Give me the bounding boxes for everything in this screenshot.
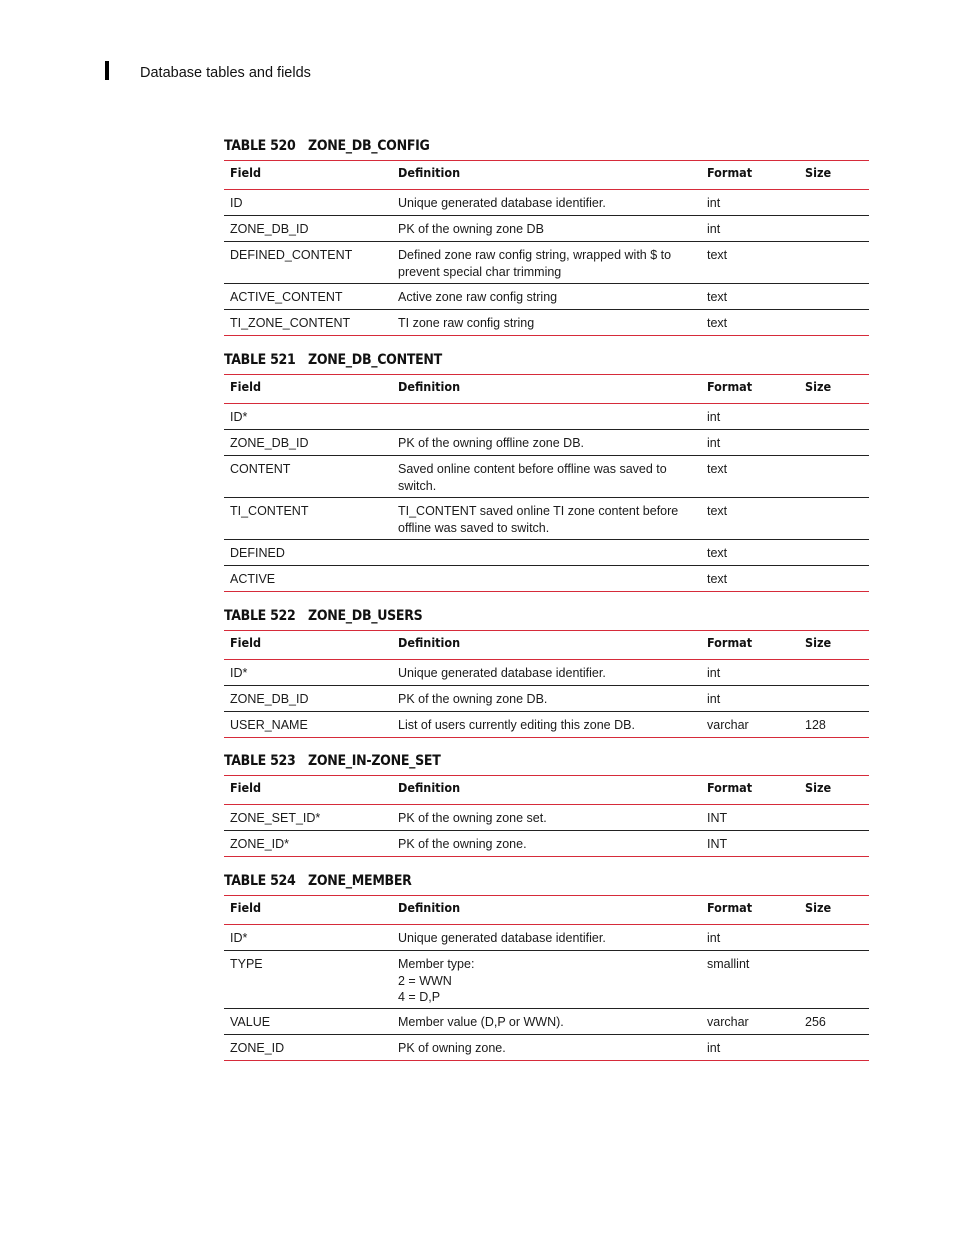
table-zone-db-users	[224, 608, 869, 738]
cell-field: DEFINED_CONTENT	[230, 248, 353, 262]
cell-definition: TI zone raw config string	[398, 316, 535, 330]
table-row	[224, 284, 869, 310]
table-row	[224, 805, 869, 831]
cell-format: int	[707, 692, 721, 706]
cell-size: 256	[805, 1015, 826, 1029]
table-name: ZONE_DB_CONFIG	[308, 138, 430, 154]
cell-field: ID	[230, 196, 243, 210]
header-format: Format	[707, 780, 753, 795]
table-row	[224, 310, 869, 336]
header-definition: Definition	[398, 900, 461, 915]
cell-definition: PK of the owning zone set.	[398, 811, 547, 825]
header-field: Field	[230, 780, 262, 795]
cell-format: int	[707, 410, 721, 424]
table-row	[224, 660, 869, 686]
table-zone-in-zone-set	[224, 753, 869, 857]
table-row	[224, 498, 869, 540]
table-name: ZONE_IN-ZONE_SET	[308, 753, 441, 769]
table-row	[224, 1009, 869, 1035]
header-definition: Definition	[398, 379, 461, 394]
table-row	[224, 831, 869, 857]
cell-format: int	[707, 931, 721, 945]
cell-field: VALUE	[230, 1015, 271, 1029]
header-format: Format	[707, 165, 753, 180]
cell-definition: TI_CONTENT saved online TI zone content before offline was saved to switch.	[398, 504, 679, 535]
header-size: Size	[805, 900, 832, 915]
cell-format: text	[707, 546, 728, 560]
cell-field: ZONE_SET_ID*	[230, 811, 321, 825]
cell-definition: Unique generated database identifier.	[398, 666, 606, 680]
cell-definition: PK of the owning zone.	[398, 837, 527, 851]
header-definition: Definition	[398, 635, 461, 650]
table-header-row	[224, 895, 869, 925]
cell-definition: Unique generated database identifier.	[398, 931, 606, 945]
cell-definition: Member value (D,P or WWN).	[398, 1015, 564, 1029]
table-zone-db-content	[224, 352, 869, 592]
cell-field: CONTENT	[230, 462, 291, 476]
table-row	[224, 216, 869, 242]
margin-change-bar	[105, 61, 109, 80]
header-size: Size	[805, 379, 832, 394]
cell-field: ACTIVE	[230, 572, 276, 586]
cell-definition: List of users currently editing this zone DB.	[398, 718, 635, 732]
header-size: Size	[805, 780, 832, 795]
table-zone-db-config	[224, 138, 869, 336]
table-number: TABLE 523	[224, 753, 296, 769]
cell-format: varchar	[707, 718, 749, 732]
cell-definition: PK of the owning offline zone DB.	[398, 436, 584, 450]
cell-definition: Defined zone raw config string, wrapped with $ to prevent special char trimming	[398, 248, 672, 279]
cell-field: ZONE_DB_ID	[230, 222, 309, 236]
cell-field: ZONE_ID*	[230, 837, 290, 851]
cell-field: ID*	[230, 666, 248, 680]
table-zone-member	[224, 873, 869, 1061]
cell-format: text	[707, 462, 728, 476]
header-size: Size	[805, 635, 832, 650]
table-row	[224, 430, 869, 456]
cell-field: TYPE	[230, 957, 263, 971]
cell-format: INT	[707, 811, 728, 825]
table-row	[224, 686, 869, 712]
table-number: TABLE 524	[224, 873, 296, 889]
cell-format: smallint	[707, 957, 750, 971]
table-row	[224, 456, 869, 498]
cell-field: ZONE_DB_ID	[230, 692, 309, 706]
cell-format: int	[707, 666, 721, 680]
running-header: Database tables and fields	[140, 65, 311, 81]
cell-definition: PK of the owning zone DB.	[398, 692, 548, 706]
cell-field: TI_CONTENT	[230, 504, 309, 518]
cell-format: int	[707, 436, 721, 450]
header-definition: Definition	[398, 780, 461, 795]
cell-format: text	[707, 316, 728, 330]
cell-definition: PK of the owning zone DB	[398, 222, 544, 236]
cell-format: text	[707, 290, 728, 304]
header-format: Format	[707, 379, 753, 394]
table-row	[224, 404, 869, 430]
cell-field: ID*	[230, 931, 248, 945]
table-row	[224, 190, 869, 216]
table-row	[224, 566, 869, 592]
cell-definition: Active zone raw config string	[398, 290, 558, 304]
cell-format: int	[707, 222, 721, 236]
cell-format: int	[707, 1041, 721, 1055]
header-field: Field	[230, 165, 262, 180]
cell-format: text	[707, 504, 728, 518]
table-number: TABLE 521	[224, 352, 296, 368]
table-name: ZONE_MEMBER	[308, 873, 412, 889]
cell-field: DEFINED	[230, 546, 285, 560]
table-caption	[224, 753, 441, 771]
cell-field: ZONE_ID	[230, 1041, 285, 1055]
table-row	[224, 242, 869, 284]
table-header-row	[224, 374, 869, 404]
table-row	[224, 712, 869, 738]
cell-field: ZONE_DB_ID	[230, 436, 309, 450]
table-header-row	[224, 630, 869, 660]
cell-field: ID*	[230, 410, 248, 424]
table-number: TABLE 522	[224, 608, 296, 624]
header-definition: Definition	[398, 165, 461, 180]
table-row	[224, 1035, 869, 1061]
table-caption	[224, 138, 430, 156]
table-name: ZONE_DB_CONTENT	[308, 352, 442, 368]
header-field: Field	[230, 379, 262, 394]
cell-size: 128	[805, 718, 826, 732]
table-row	[224, 540, 869, 566]
table-row	[224, 951, 869, 1009]
table-header-row	[224, 775, 869, 805]
cell-format: int	[707, 196, 721, 210]
header-field: Field	[230, 635, 262, 650]
cell-format: text	[707, 248, 728, 262]
header-size: Size	[805, 165, 832, 180]
header-field: Field	[230, 900, 262, 915]
table-caption	[224, 608, 422, 626]
table-caption	[224, 352, 442, 370]
cell-format: INT	[707, 837, 728, 851]
table-caption	[224, 873, 412, 891]
cell-field: ACTIVE_CONTENT	[230, 290, 343, 304]
table-header-row	[224, 160, 869, 190]
table-number: TABLE 520	[224, 138, 296, 154]
cell-definition: Saved online content before offline was saved to switch.	[398, 462, 667, 493]
cell-definition: Member type: 2 = WWN 4 = D,P	[398, 957, 475, 1004]
cell-definition: Unique generated database identifier.	[398, 196, 606, 210]
cell-format: text	[707, 572, 728, 586]
cell-field: TI_ZONE_CONTENT	[230, 316, 351, 330]
table-name: ZONE_DB_USERS	[308, 608, 423, 624]
cell-format: varchar	[707, 1015, 749, 1029]
table-row	[224, 925, 869, 951]
cell-field: USER_NAME	[230, 718, 308, 732]
header-format: Format	[707, 635, 753, 650]
header-format: Format	[707, 900, 753, 915]
cell-definition: PK of owning zone.	[398, 1041, 506, 1055]
